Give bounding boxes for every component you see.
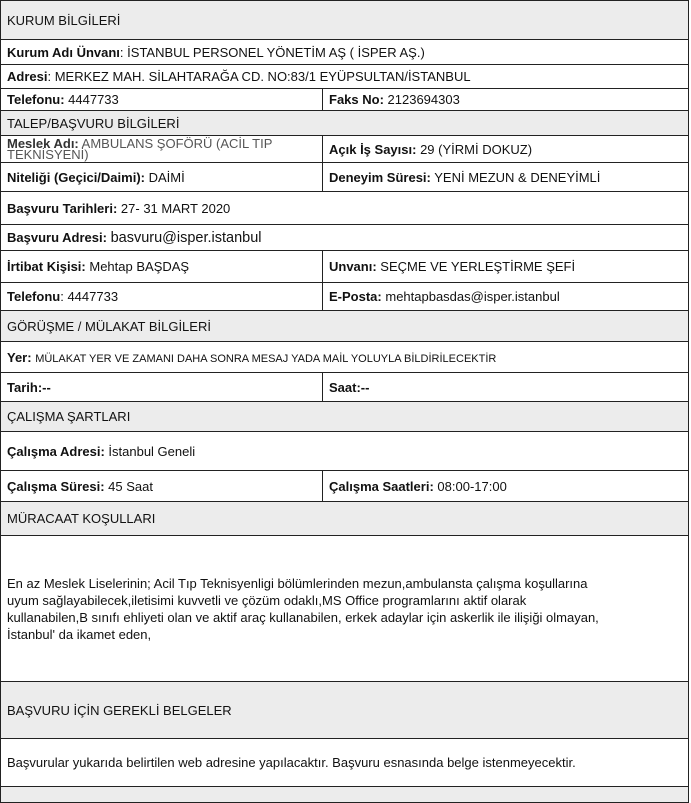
section-calisma-header [1, 402, 689, 432]
field-value: YENİ MEZUN & DENEYİMLİ [434, 169, 601, 185]
field-value: 4447733 [67, 289, 119, 304]
field-value: MÜLAKAT YER VE ZAMANI DAHA SONRA MESAJ YADA MAİL YOLUYLA BİLDİRİLECEKTİR [35, 352, 497, 365]
field-label: Unvanı: [329, 259, 377, 274]
section-title: ÇALIŞMA ŞARTLARI [1, 402, 689, 432]
field-value: İstanbul Geneli [108, 443, 196, 459]
row-kurum-adres: Adresi: MERKEZ MAH. SİLAHTARAĞA CD. NO:83/1 EYÜPSULTAN/İSTANBUL [1, 65, 689, 89]
section-belgeler-header [1, 682, 689, 739]
row-belgeler-text [1, 739, 689, 787]
field-value: 4447733 [68, 92, 119, 107]
field-value: mehtapbasdas@isper.istanbul [385, 289, 560, 304]
section-gorusme-header [1, 311, 689, 342]
field-label: Kurum Adı Ünvanı [7, 44, 120, 60]
section-muracaat-header [1, 502, 689, 536]
section-title: MÜRACAAT KOŞULLARI [1, 502, 689, 536]
row-nitelik-deneyim [1, 163, 689, 192]
field-value: 2123694303 [387, 92, 460, 107]
section-title: GÖRÜŞME / MÜLAKAT BİLGİLERİ [1, 311, 689, 342]
field-value: 29 (YİRMİ DOKUZ) [420, 141, 533, 157]
section-talep-header [1, 111, 689, 136]
field-label: E-Posta: [329, 289, 382, 304]
row-telefon-eposta: Telefonu: 4447733 E-Posta: mehtapbasdas@isper.istanbul [1, 283, 689, 311]
section-title: TALEP/BAŞVURU BİLGİLERİ [1, 111, 689, 136]
field-label: Başvuru Adresi: [7, 229, 107, 245]
documents-paragraph: Başvurular yukarıda belirtilen web adresine yapılacaktır. Başvuru esnasında belge istenmeyecektir. [1, 739, 689, 787]
section-title: KURUM BİLGİLERİ [1, 1, 689, 40]
field-label: Deneyim Süresi: [329, 169, 431, 185]
field-value: basvuru@isper.istanbul [110, 229, 262, 246]
requirements-paragraph [1, 536, 689, 682]
row-muracaat-text [1, 536, 689, 682]
field-label: Saat:-- [329, 379, 370, 395]
row-basvuru-tarihleri [1, 192, 689, 225]
field-label: Telefonu [7, 289, 61, 304]
row-calisma-adresi [1, 432, 689, 471]
field-label: Niteliği (Geçici/Daimi): [7, 169, 145, 185]
text-line: uyum sağlayabilecek,iletisimi kuvvetli ve çözüm odaklı,MS Office programlarını aktif olarak [7, 592, 527, 608]
field-label: Açık İş Sayısı: [329, 141, 417, 157]
section-next-header [1, 787, 689, 803]
row-basvuru-adresi [1, 225, 689, 251]
section-kurum-header [1, 1, 689, 40]
text-line: En az Meslek Liselerinin; Acil Tıp Teknisyenligi bölümlerinden mezun,ambulansta çalışma koşullarına [7, 575, 588, 591]
field-value: İSTANBUL PERSONEL YÖNETİM AŞ ( İSPER AŞ.) [127, 44, 425, 60]
section-title: BAŞVURU İÇİN GEREKLİ BELGELER [1, 682, 689, 739]
field-label: Telefonu: [7, 92, 65, 107]
field-label: Çalışma Saatleri: [329, 478, 434, 494]
row-tarih-saat [1, 373, 689, 402]
field-value: MERKEZ MAH. SİLAHTARAĞA CD. NO:83/1 EYÜPSULTAN/İSTANBUL [54, 69, 471, 84]
field-value: 45 Saat [108, 478, 153, 494]
row-kurum-adi: Kurum Adı Ünvanı: İSTANBUL PERSONEL YÖNETİM AŞ ( İSPER AŞ.) [1, 40, 689, 65]
row-yer [1, 342, 689, 373]
field-label: Çalışma Süresi: [7, 478, 105, 494]
row-kurum-telefon-faks [1, 89, 689, 111]
field-label: Faks No: [329, 92, 384, 107]
field-label: Tarih:-- [7, 379, 51, 395]
field-value: AMBULANS ŞOFÖRÜ (ACİL TIP [81, 136, 273, 151]
row-irtibat-unvan [1, 251, 689, 283]
text-line: İstanbul' da ikamet eden, [7, 626, 152, 642]
text-line: kullanabilen,B sınıfı ehliyeti olan ve aktif araç kullanabilen, erkek adaylar için askerlik ile ilişiği olmayan, [7, 609, 599, 625]
row-meslek [1, 136, 689, 163]
field-label: Çalışma Adresi: [7, 443, 105, 459]
field-label: Adresi [7, 69, 48, 84]
field-value: TEKNİSYENİ) [7, 147, 89, 162]
field-label: Başvuru Tarihleri: [7, 200, 118, 216]
field-value: SEÇME VE YERLEŞTİRME ŞEFİ [380, 259, 576, 274]
field-value: Mehtap BAŞDAŞ [89, 259, 190, 274]
field-value: DAİMİ [148, 169, 185, 185]
row-calisma-sure-saat [1, 471, 689, 502]
field-value: 08:00-17:00 [437, 478, 507, 494]
field-label: Yer: [7, 349, 32, 365]
field-label: İrtibat Kişisi: [7, 259, 86, 274]
field-value: 27- 31 MART 2020 [120, 200, 231, 216]
field-label: Meslek Adı: [7, 136, 79, 151]
